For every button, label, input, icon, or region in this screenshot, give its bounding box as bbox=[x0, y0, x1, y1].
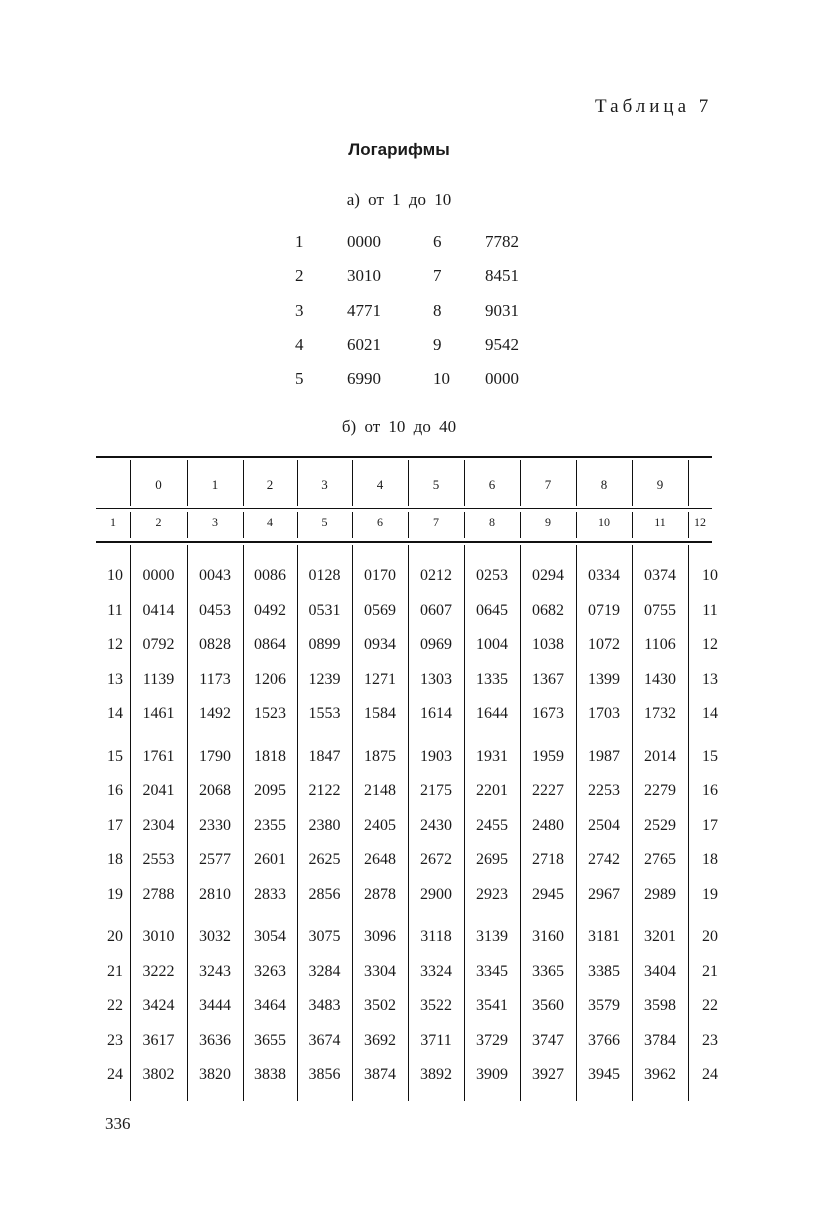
table-cell: 2304 bbox=[142, 816, 175, 834]
column-header: 9 bbox=[656, 477, 664, 492]
number-cell: 4 bbox=[295, 334, 304, 354]
table-cell: 2553 bbox=[142, 851, 175, 868]
table-cell: 2742 bbox=[588, 851, 620, 868]
row-number-left: 11 bbox=[107, 601, 123, 619]
table-cell: 2989 bbox=[644, 885, 676, 903]
row-number-left: 23 bbox=[107, 1031, 123, 1049]
table-cell: 2878 bbox=[364, 885, 396, 903]
number-cell: 8 bbox=[433, 300, 442, 320]
mantissa-cell: 0000 bbox=[347, 232, 381, 251]
table-cell: 2945 bbox=[532, 885, 564, 903]
table-cell: 3838 bbox=[254, 1066, 286, 1083]
table-cell: 0414 bbox=[142, 601, 175, 619]
row-number-right: 12 bbox=[702, 636, 718, 653]
column-divider bbox=[408, 460, 409, 506]
table-cell: 0374 bbox=[644, 567, 676, 584]
table-cell: 1732 bbox=[644, 705, 676, 722]
column-header: 7 bbox=[544, 477, 552, 492]
table-row bbox=[0, 997, 816, 1021]
table-cell: 2504 bbox=[588, 816, 620, 834]
mantissa-cell: 7782 bbox=[485, 232, 519, 251]
table-cell: 1492 bbox=[199, 705, 231, 722]
column-index: 8 bbox=[489, 515, 495, 529]
table-cell: 3160 bbox=[532, 928, 564, 945]
table-cell: 0128 bbox=[308, 567, 341, 584]
table-cell: 2529 bbox=[644, 816, 676, 834]
column-divider bbox=[130, 512, 131, 538]
table-cell: 2625 bbox=[308, 851, 341, 868]
table-row bbox=[0, 748, 816, 772]
row-number-right: 11 bbox=[702, 601, 718, 619]
table-cell: 0043 bbox=[199, 567, 231, 584]
mantissa-cell: 9542 bbox=[485, 334, 519, 354]
table-cell: 3118 bbox=[420, 928, 452, 945]
table-cell: 1987 bbox=[588, 747, 620, 765]
table-cell: 2718 bbox=[532, 851, 564, 868]
row-number-right: 18 bbox=[702, 851, 718, 868]
column-index: 3 bbox=[212, 515, 218, 529]
table-cell: 3404 bbox=[644, 962, 676, 980]
row-number-left: 13 bbox=[107, 670, 123, 688]
table-cell: 2480 bbox=[532, 816, 564, 834]
number-cell: 10 bbox=[433, 369, 450, 389]
table-cell: 1523 bbox=[254, 705, 286, 722]
column-divider bbox=[520, 460, 521, 506]
column-divider bbox=[352, 460, 353, 506]
table-cell: 3962 bbox=[644, 1066, 676, 1083]
row-number-left: 19 bbox=[107, 885, 123, 903]
row-number-right: 20 bbox=[702, 928, 718, 945]
table-cell: 2201 bbox=[476, 782, 508, 799]
table-cell: 3820 bbox=[199, 1066, 231, 1083]
table-row bbox=[0, 1066, 816, 1090]
column-divider bbox=[576, 512, 577, 538]
table-cell: 3856 bbox=[308, 1066, 341, 1083]
mantissa-cell: 0000 bbox=[485, 369, 519, 389]
table-cell: 1038 bbox=[532, 636, 564, 653]
table-row bbox=[0, 636, 816, 660]
table-cell: 2788 bbox=[142, 885, 175, 903]
table-cell: 3892 bbox=[420, 1066, 452, 1083]
table-row bbox=[0, 1032, 816, 1056]
mantissa-cell: 9031 bbox=[485, 300, 519, 320]
table-cell: 0607 bbox=[420, 601, 452, 619]
table-cell: 2430 bbox=[420, 816, 452, 834]
column-header: 0 bbox=[155, 477, 162, 492]
row-number-right: 21 bbox=[702, 962, 718, 980]
table-rule bbox=[96, 541, 712, 543]
table-cell: 3560 bbox=[532, 997, 564, 1014]
row-number-left: 14 bbox=[107, 705, 123, 722]
table-cell: 0253 bbox=[476, 567, 508, 584]
row-number-right: 19 bbox=[702, 885, 718, 903]
column-index: 1 bbox=[110, 515, 116, 529]
table-cell: 3385 bbox=[588, 962, 620, 980]
table-cell: 0453 bbox=[199, 601, 231, 619]
table-cell: 0000 bbox=[142, 567, 175, 584]
row-number-left: 12 bbox=[107, 636, 123, 653]
table-row bbox=[0, 963, 816, 987]
column-index: 5 bbox=[321, 515, 328, 529]
table-cell: 1303 bbox=[420, 670, 452, 688]
table-cell: 1399 bbox=[588, 670, 620, 688]
table-cell: 3729 bbox=[476, 1031, 508, 1049]
table-cell: 3636 bbox=[199, 1031, 231, 1049]
table-number-label: Таблица 7 bbox=[595, 96, 713, 117]
page-number: 336 bbox=[105, 1114, 131, 1133]
table-row bbox=[0, 851, 816, 875]
table-cell: 1584 bbox=[364, 705, 396, 722]
table-cell: 2068 bbox=[199, 782, 231, 799]
section-b-subtitle: б) от 10 до 40 bbox=[341, 417, 457, 436]
table-cell: 3874 bbox=[364, 1066, 396, 1083]
column-index: 11 bbox=[654, 515, 666, 529]
table-cell: 2041 bbox=[142, 782, 175, 799]
table-cell: 2577 bbox=[199, 851, 231, 868]
table-cell: 3139 bbox=[476, 928, 508, 945]
table-cell: 3010 bbox=[142, 928, 175, 945]
column-header: 5 bbox=[432, 477, 440, 492]
table-cell: 2455 bbox=[476, 816, 508, 834]
table-cell: 2810 bbox=[199, 885, 231, 903]
table-cell: 3054 bbox=[254, 928, 286, 945]
mantissa-cell: 3010 bbox=[347, 266, 381, 286]
column-index: 4 bbox=[267, 515, 273, 529]
column-divider bbox=[464, 460, 465, 506]
table-cell: 3927 bbox=[532, 1066, 564, 1083]
table-cell: 3284 bbox=[308, 962, 341, 980]
column-divider bbox=[632, 512, 633, 538]
table-cell: 2923 bbox=[476, 885, 508, 903]
column-index: 2 bbox=[155, 515, 162, 529]
row-number-left: 22 bbox=[107, 997, 123, 1014]
table-cell: 3483 bbox=[308, 997, 341, 1014]
table-cell: 3541 bbox=[476, 997, 508, 1014]
table-cell: 1461 bbox=[142, 705, 175, 722]
table-cell: 0170 bbox=[364, 567, 396, 584]
column-divider bbox=[688, 460, 689, 506]
table-cell: 3365 bbox=[532, 962, 564, 980]
row-number-right: 10 bbox=[702, 567, 718, 584]
column-index: 12 bbox=[694, 515, 706, 529]
table-cell: 1903 bbox=[420, 747, 452, 765]
table-cell: 0334 bbox=[588, 567, 620, 584]
column-divider bbox=[352, 512, 353, 538]
table-cell: 3464 bbox=[254, 997, 286, 1014]
table-cell: 2967 bbox=[588, 885, 620, 903]
column-divider bbox=[520, 512, 521, 538]
table-cell: 3747 bbox=[532, 1031, 564, 1049]
table-cell: 3032 bbox=[199, 928, 231, 945]
table-cell: 3945 bbox=[588, 1066, 620, 1083]
row-number-right: 13 bbox=[702, 670, 718, 688]
table-cell: 2380 bbox=[308, 816, 341, 834]
row-number-left: 21 bbox=[107, 962, 123, 980]
page-title: Логарифмы bbox=[348, 140, 450, 159]
row-number-right: 23 bbox=[702, 1031, 718, 1049]
table-cell: 1818 bbox=[254, 747, 286, 765]
table-cell: 1335 bbox=[476, 670, 508, 688]
number-cell: 7 bbox=[433, 266, 442, 286]
table-cell: 2672 bbox=[420, 851, 452, 868]
table-cell: 3617 bbox=[142, 1031, 175, 1049]
table-cell: 3075 bbox=[308, 928, 341, 945]
table-cell: 0792 bbox=[142, 636, 175, 653]
column-divider bbox=[187, 460, 188, 506]
mantissa-cell: 4771 bbox=[347, 300, 381, 320]
number-cell: 6 bbox=[433, 232, 442, 251]
table-cell: 0969 bbox=[420, 636, 452, 653]
number-cell: 9 bbox=[433, 334, 442, 354]
table-cell: 2355 bbox=[254, 816, 286, 834]
table-row bbox=[0, 886, 816, 910]
table-cell: 2900 bbox=[420, 885, 452, 903]
column-divider bbox=[243, 512, 244, 538]
table-cell: 2330 bbox=[199, 816, 231, 834]
table-row bbox=[0, 782, 816, 806]
table-cell: 3909 bbox=[476, 1066, 508, 1083]
table-cell: 0864 bbox=[254, 636, 286, 653]
table-cell: 2405 bbox=[364, 816, 396, 834]
table-cell: 1271 bbox=[364, 670, 396, 688]
table-cell: 2175 bbox=[420, 782, 452, 799]
row-number-left: 24 bbox=[107, 1066, 123, 1083]
table-cell: 3692 bbox=[364, 1031, 396, 1049]
table-cell: 3579 bbox=[588, 997, 620, 1014]
mantissa-cell: 8451 bbox=[485, 266, 519, 286]
table-cell: 0828 bbox=[199, 636, 231, 653]
column-divider bbox=[297, 460, 298, 506]
table-cell: 1875 bbox=[364, 747, 396, 765]
number-cell: 3 bbox=[295, 300, 304, 320]
table-cell: 1553 bbox=[308, 705, 341, 722]
table-cell: 0294 bbox=[532, 567, 564, 584]
column-divider bbox=[464, 512, 465, 538]
table-cell: 3802 bbox=[142, 1066, 175, 1083]
table-cell: 1703 bbox=[588, 705, 620, 722]
column-index: 9 bbox=[545, 515, 551, 529]
row-number-right: 22 bbox=[702, 997, 718, 1014]
table-cell: 2833 bbox=[254, 885, 286, 903]
table-cell: 1644 bbox=[476, 705, 508, 722]
table-cell: 3345 bbox=[476, 962, 508, 980]
table-row bbox=[0, 705, 816, 729]
mantissa-cell: 6990 bbox=[347, 369, 381, 389]
table-row bbox=[0, 671, 816, 695]
table-cell: 2148 bbox=[364, 782, 396, 799]
mantissa-cell: 6021 bbox=[347, 334, 381, 354]
table-cell: 3424 bbox=[142, 997, 175, 1014]
table-cell: 1106 bbox=[644, 636, 676, 653]
table-cell: 1004 bbox=[476, 636, 508, 653]
table-cell: 2648 bbox=[364, 851, 396, 868]
table-cell: 1790 bbox=[199, 747, 231, 765]
table-cell: 2601 bbox=[254, 851, 286, 868]
number-cell: 1 bbox=[295, 232, 304, 251]
table-cell: 2253 bbox=[588, 782, 620, 799]
table-cell: 3444 bbox=[199, 997, 231, 1014]
table-cell: 1367 bbox=[532, 670, 564, 688]
table-cell: 2856 bbox=[308, 885, 341, 903]
column-divider bbox=[408, 512, 409, 538]
table-cell: 0531 bbox=[308, 601, 341, 619]
row-number-left: 17 bbox=[107, 816, 123, 834]
table-cell: 0086 bbox=[254, 567, 286, 584]
table-cell: 3096 bbox=[364, 928, 396, 945]
row-number-right: 15 bbox=[702, 747, 718, 765]
column-divider bbox=[130, 460, 131, 506]
table-cell: 0569 bbox=[364, 601, 396, 619]
column-index: 6 bbox=[377, 515, 383, 529]
table-cell: 2279 bbox=[644, 782, 676, 799]
column-divider bbox=[297, 512, 298, 538]
table-cell: 2095 bbox=[254, 782, 286, 799]
table-cell: 0899 bbox=[308, 636, 341, 653]
table-cell: 1139 bbox=[142, 670, 175, 688]
row-number-right: 14 bbox=[702, 705, 718, 722]
table-cell: 2695 bbox=[476, 851, 508, 868]
column-divider bbox=[243, 460, 244, 506]
column-divider bbox=[632, 460, 633, 506]
table-row bbox=[0, 817, 816, 841]
row-number-left: 10 bbox=[107, 567, 123, 584]
table-cell: 3655 bbox=[254, 1031, 286, 1049]
table-cell: 0212 bbox=[420, 567, 452, 584]
row-number-left: 20 bbox=[107, 928, 123, 945]
table-cell: 3243 bbox=[199, 962, 231, 980]
table-cell: 1673 bbox=[532, 705, 564, 722]
column-divider bbox=[187, 512, 188, 538]
table-cell: 1430 bbox=[644, 670, 676, 688]
column-header: 6 bbox=[488, 477, 496, 492]
row-number-left: 15 bbox=[107, 747, 123, 765]
table-cell: 3324 bbox=[420, 962, 452, 980]
table-cell: 3201 bbox=[644, 928, 676, 945]
table-cell: 1173 bbox=[199, 670, 231, 688]
table-cell: 3263 bbox=[254, 962, 286, 980]
row-number-left: 18 bbox=[107, 851, 123, 868]
table-cell: 3522 bbox=[420, 997, 452, 1014]
table-cell: 1614 bbox=[420, 705, 452, 722]
table-cell: 1931 bbox=[476, 747, 508, 765]
table-cell: 3502 bbox=[364, 997, 396, 1014]
number-cell: 2 bbox=[295, 266, 304, 286]
table-cell: 0682 bbox=[532, 601, 564, 619]
table-rule bbox=[96, 508, 712, 509]
table-cell: 1761 bbox=[142, 747, 175, 765]
table-rule bbox=[96, 456, 712, 458]
row-number-right: 16 bbox=[702, 782, 718, 799]
table-cell: 2227 bbox=[532, 782, 564, 799]
column-header: 2 bbox=[266, 477, 274, 492]
table-cell: 0934 bbox=[364, 636, 396, 653]
table-cell: 3674 bbox=[308, 1031, 341, 1049]
table-cell: 3766 bbox=[588, 1031, 620, 1049]
column-header: 4 bbox=[376, 477, 384, 492]
table-cell: 3181 bbox=[588, 928, 620, 945]
table-cell: 3304 bbox=[364, 962, 396, 980]
number-cell: 5 bbox=[295, 369, 304, 389]
column-index: 7 bbox=[433, 515, 439, 529]
table-cell: 1072 bbox=[588, 636, 620, 653]
table-cell: 2765 bbox=[644, 851, 676, 868]
column-header: 8 bbox=[600, 477, 608, 492]
table-cell: 1959 bbox=[532, 747, 564, 765]
table-row bbox=[0, 567, 816, 591]
table-cell: 2014 bbox=[644, 747, 676, 765]
column-index: 10 bbox=[598, 515, 610, 529]
table-cell: 1847 bbox=[308, 747, 341, 765]
row-number-left: 16 bbox=[107, 782, 123, 799]
table-cell: 0492 bbox=[254, 601, 286, 619]
column-header: 3 bbox=[321, 477, 328, 492]
row-number-right: 17 bbox=[702, 816, 718, 834]
table-cell: 3598 bbox=[644, 997, 676, 1014]
table-cell: 3711 bbox=[420, 1031, 452, 1049]
row-number-right: 24 bbox=[702, 1066, 718, 1083]
table-cell: 0645 bbox=[476, 601, 508, 619]
table-cell: 3222 bbox=[142, 962, 175, 980]
table-cell: 2122 bbox=[308, 782, 341, 799]
table-cell: 1206 bbox=[254, 670, 286, 688]
table-cell: 1239 bbox=[308, 670, 341, 688]
section-a-subtitle: а) от 1 до 10 bbox=[346, 190, 452, 209]
column-header: 1 bbox=[211, 477, 219, 492]
table-row bbox=[0, 928, 816, 952]
table-cell: 3784 bbox=[644, 1031, 676, 1049]
column-divider bbox=[576, 460, 577, 506]
table-row bbox=[0, 602, 816, 626]
table-cell: 0755 bbox=[644, 601, 676, 619]
table-cell: 0719 bbox=[588, 601, 620, 619]
